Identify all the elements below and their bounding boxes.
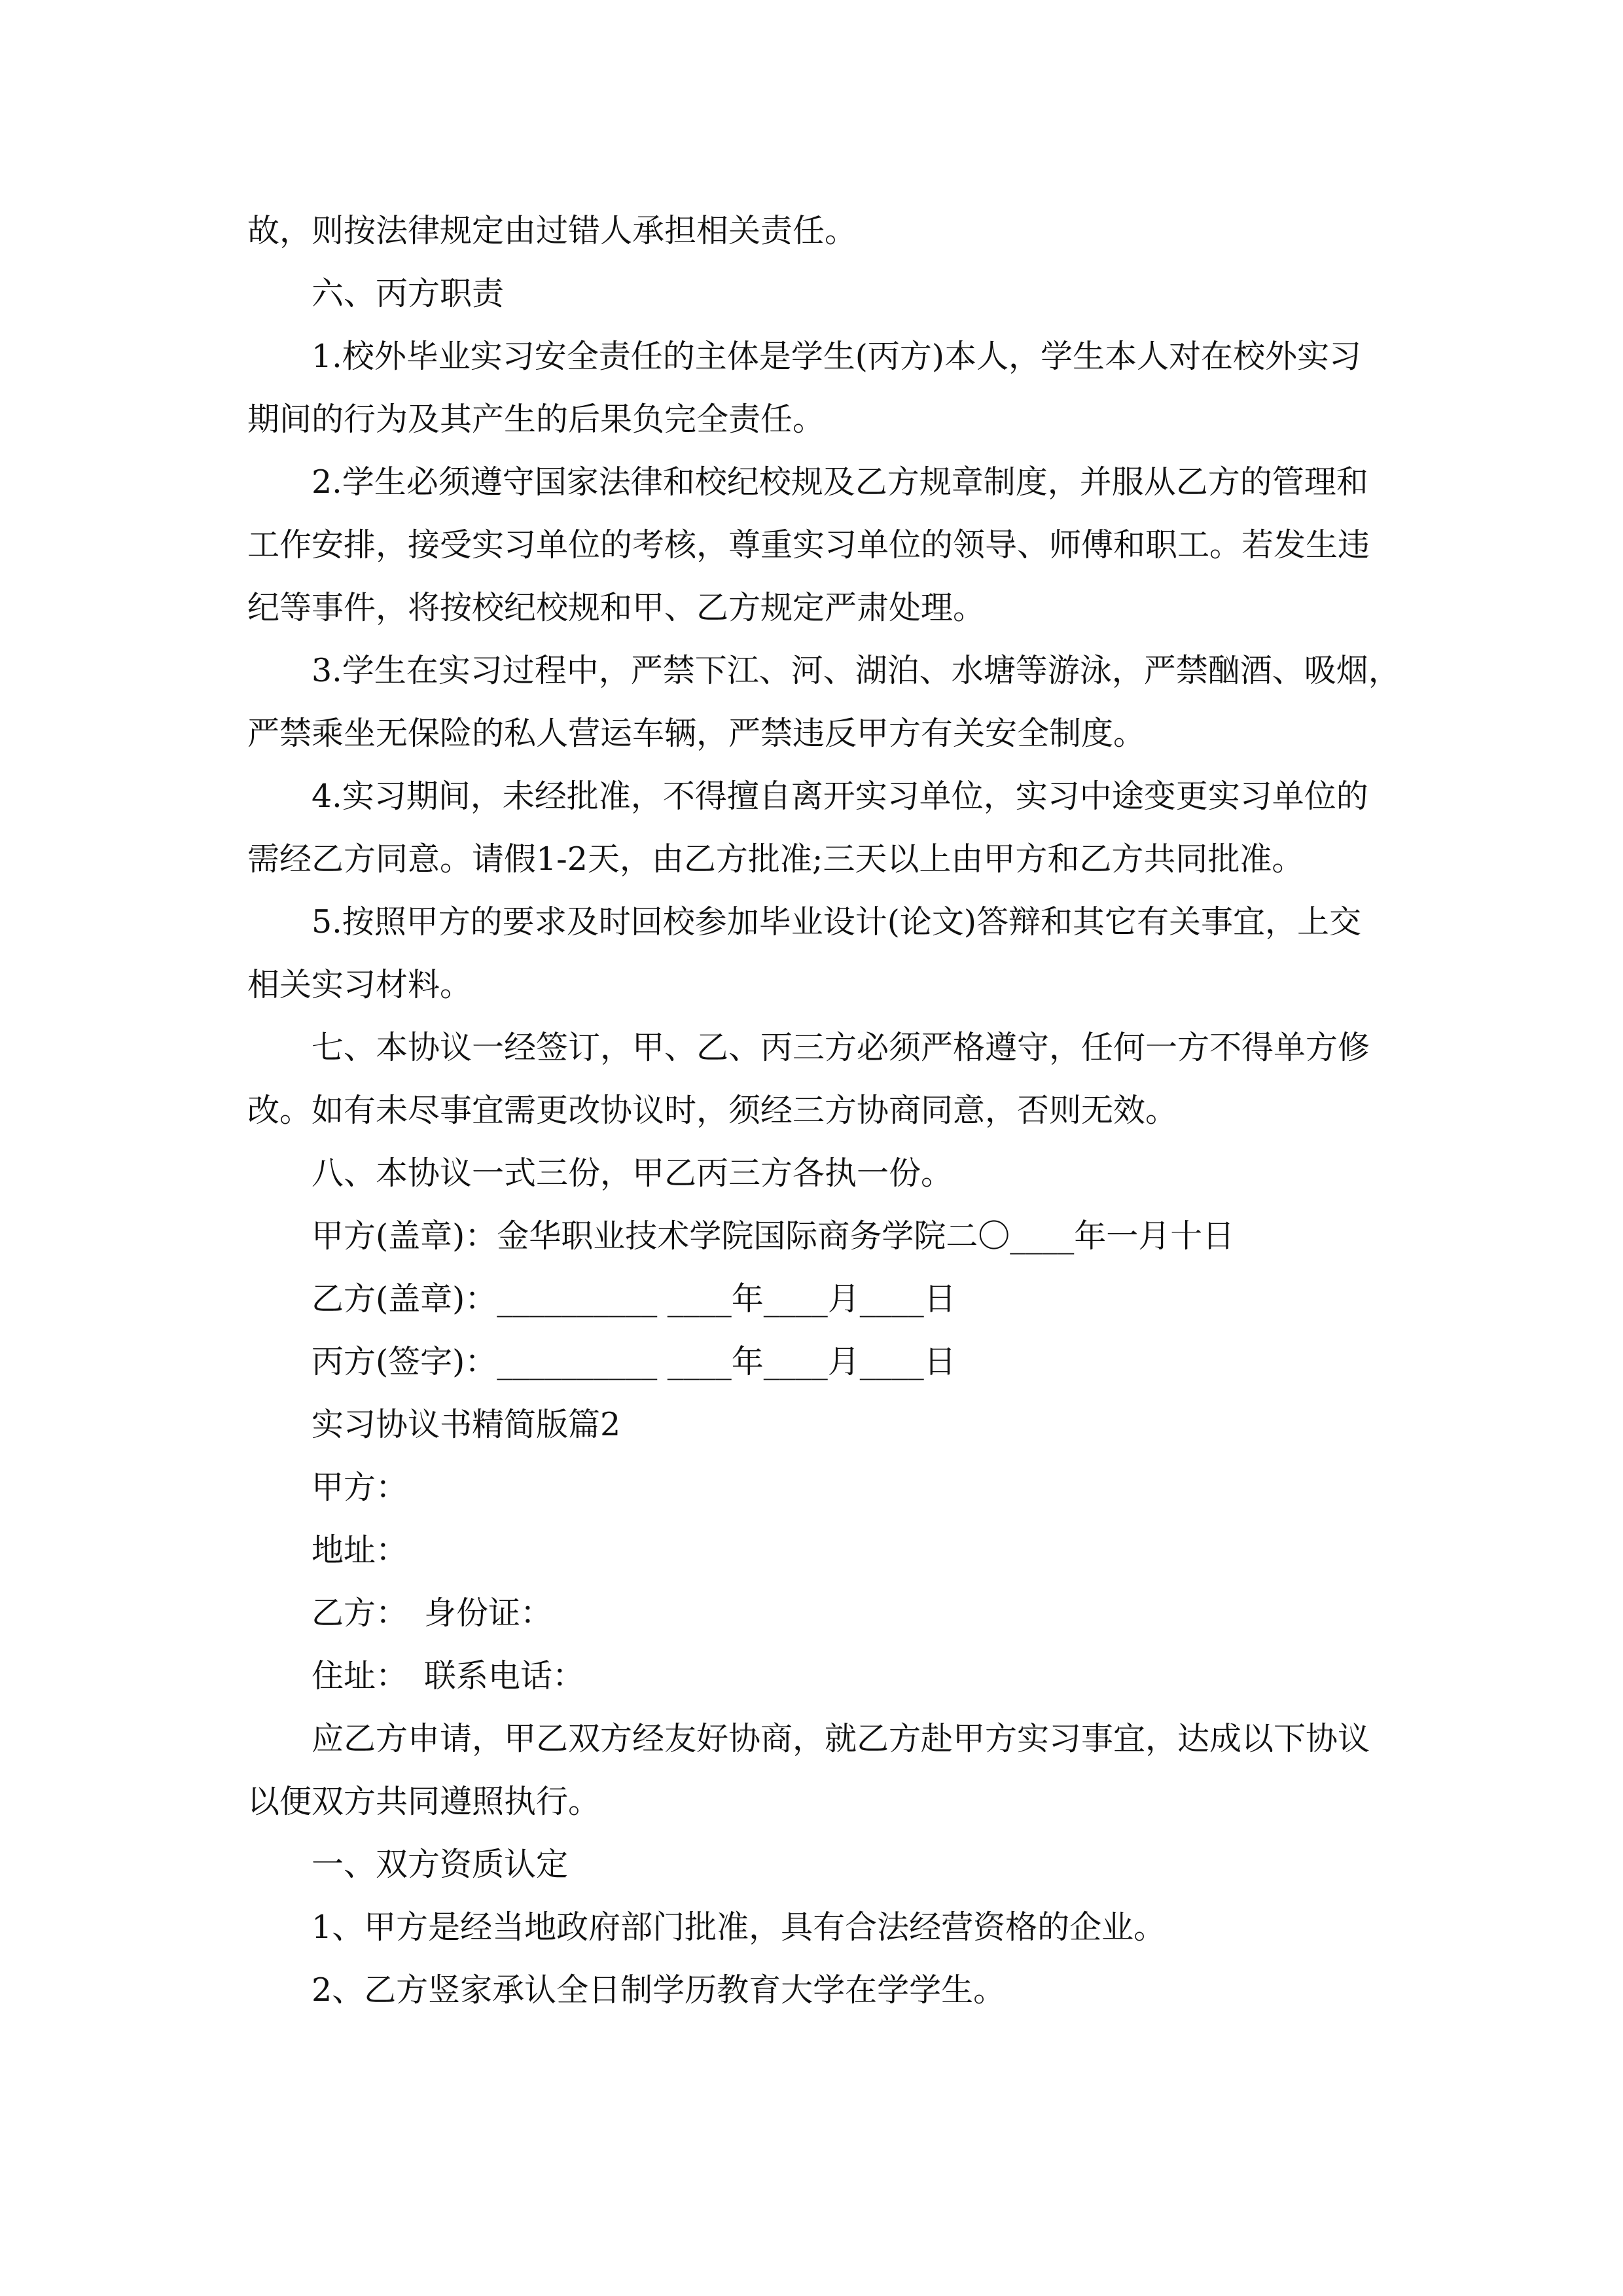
text: 3.学生在实习过程中，严禁下江、河、湖泊、水塘等游泳，严禁酗酒、吸烟， [312,652,1400,689]
field-label: 住址： [312,1657,408,1695]
text: 丙方(签字)：__________ ____年____月____日 [312,1343,956,1380]
text: 4.实习期间，未经批准，不得擅自离开实习单位，实习中途变更实习单位的 [312,778,1368,815]
text: 期间的行为及其产生的后果负完全责任。 [247,401,825,438]
text: 严禁乘坐无保险的私人营运车辆，严禁违反甲方有关安全制度。 [247,715,1146,752]
text: 乙方(盖章)：__________ ____年____月____日 [312,1280,956,1318]
text: 2、乙方竖家承认全日制学历教育大学在学学生。 [312,1971,1006,2009]
text: 2.学生必须遵守国家法律和校纪校规及乙方规章制度，并服从乙方的管理和 [312,463,1368,501]
text: 一、双方资质认定 [312,1846,569,1883]
text: 以便双方共同遵照执行。 [247,1783,601,1820]
text: 七、本协议一经签订，甲、乙、丙三方必须严格遵守，任何一方不得单方修 [312,1029,1370,1066]
text: 六、丙方职责 [312,275,505,312]
text: 1、甲方是经当地政府部门批准，具有合法经营资格的企业。 [312,1909,1166,1946]
text: 5.按照甲方的要求及时回校参加毕业设计(论文)答辩和其它有关事宜，上交 [312,903,1361,941]
field-label: 身份证： [424,1594,553,1632]
text: 甲方(盖章)：金华职业技术学院国际商务学院二〇____年一月十日 [312,1217,1235,1255]
field-label: 联系电话： [424,1657,585,1695]
text: 故，则按法律规定由过错人承担相关责任。 [247,212,857,249]
text: 相关实习材料。 [247,966,473,1003]
field-label: 乙方： [312,1594,408,1632]
text: 工作安排，接受实习单位的考核，尊重实习单位的领导、师傅和职工。若发生违 [247,526,1370,564]
text: 1.校外毕业实习安全责任的主体是学生(丙方)本人，学生本人对在校外实习 [312,338,1361,375]
text: 应乙方申请，甲乙双方经友好协商，就乙方赴甲方实习事宜，达成以下协议 [312,1720,1370,1757]
text: 改。如有未尽事宜需更改协议时，须经三方协商同意，否则无效。 [247,1092,1178,1129]
text: 纪等事件，将按校纪校规和甲、乙方规定严肃处理。 [247,589,986,626]
text: 实习协议书精简版篇2 [312,1406,621,1443]
field-label: 地址： [312,1532,408,1569]
text: 八、本协议一式三份，甲乙丙三方各执一份。 [312,1155,954,1192]
field-label: 甲方： [312,1469,408,1506]
text: 需经乙方同意。请假1-2天，由乙方批准;三天以上由甲方和乙方共同批准。 [247,840,1304,878]
